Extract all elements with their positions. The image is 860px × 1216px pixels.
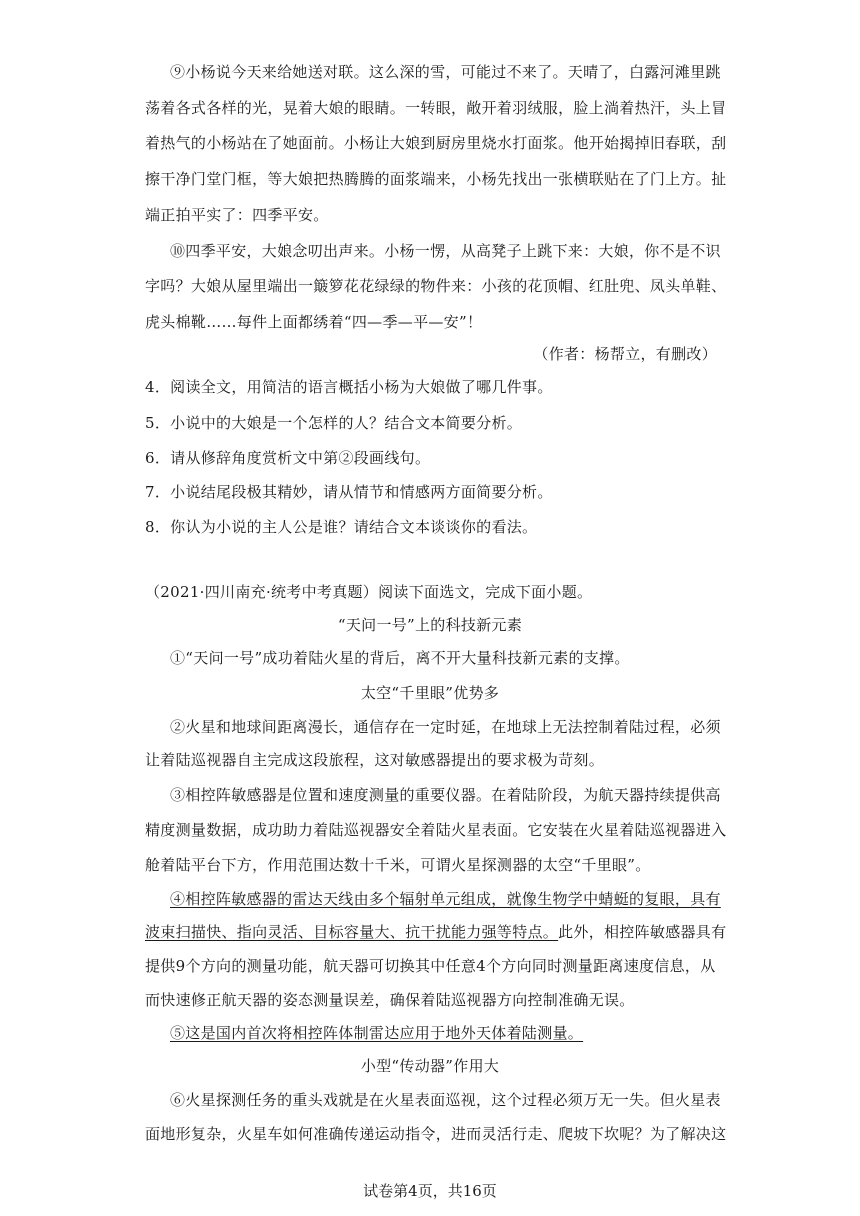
story-p9-line: 荡着各式各样的光，晃着大娘的眼睛。一转眼，敞开着羽绒服，脸上淌着热汗，头上冒 bbox=[145, 99, 727, 117]
article-p3-line: 舱着陆平台下方，作用范围达数十千米，可谓火星探测器的太空“千里眼”。 bbox=[145, 856, 651, 874]
author-note: （作者：杨帮立，有删改） bbox=[533, 345, 717, 363]
story-p10-line: ⑩四季平安，大娘念叨出声来。小杨一愣，从高凳子上跳下来：大娘，你不是不识 bbox=[170, 242, 721, 260]
article-p4-line bbox=[145, 922, 726, 942]
article-p4-plain-span: 此外，相控阵敏感器具有 bbox=[558, 923, 727, 941]
article-p6-line: ⑥火星探测任务的重头戏就是在火星表面巡视，这个过程必须万无一失。但火星表 bbox=[170, 1091, 721, 1109]
article-p4-underlined-span: 波束扫描快、指向灵活、目标容量大、抗干扰能力强等特点。 bbox=[145, 923, 559, 941]
article-subheading-1: 太空“千里眼”优势多 bbox=[360, 684, 500, 702]
story-p9-line: 端正拍平实了：四季平安。 bbox=[145, 206, 329, 224]
article-p5-underlined: ⑤这是国内首次将相控阵体制雷达应用于地外天体着陆测量。 bbox=[170, 1024, 584, 1042]
question-4: 4．阅读全文，用简洁的语言概括小杨为大娘做了哪几件事。 bbox=[145, 378, 553, 396]
article-p4-line: 提供9个方向的测量功能，航天器可切换其中任意4个方向同时测量距离速度信息，从 bbox=[145, 957, 716, 975]
story-p10-line: 虎头棉靴……每件上面都绣着“四—季—平—安”！ bbox=[145, 313, 483, 331]
article-title: “天问一号”上的科技新元素 bbox=[337, 616, 523, 634]
article-p3-line: 精度测量数据，成功助力着陆巡视器安全着陆火星表面。它安装在火星着陆巡视器进入 bbox=[145, 821, 727, 839]
question-7: 7．小说结尾段极其精妙，请从情节和情感两方面简要分析。 bbox=[145, 483, 553, 501]
article-p4-underlined-line: ④相控阵敏感器的雷达天线由多个辐射单元组成，就像生物学中蜻蜓的复眼，具有 bbox=[170, 890, 721, 908]
article-p3-line: ③相控阵敏感器是位置和速度测量的重要仪器。在着陆阶段，为航天器持续提供高 bbox=[170, 786, 721, 804]
question-5: 5．小说中的大娘是一个怎样的人？结合文本简要分析。 bbox=[145, 414, 523, 432]
article-p2-line: ②火星和地球间距离漫长，通信存在一定时延，在地球上无法控制着陆过程，必须 bbox=[170, 718, 721, 736]
page-footer: 试卷第4页，共16页 bbox=[363, 1182, 497, 1200]
question-6: 6．请从修辞角度赏析文中第②段画线句。 bbox=[145, 449, 431, 467]
article-subheading-2: 小型“传动器”作用大 bbox=[360, 1057, 500, 1075]
story-p10-line: 字吗？大娘从屋里端出一簸箩花花绿绿的物件来：小孩的花顶帽、红肚兜、凤头单鞋、 bbox=[145, 277, 727, 295]
article-p6-line: 面地形复杂，火星车如何准确传递运动指令，进而灵活行走、爬坡下坎呢？为了解决这 bbox=[145, 1125, 727, 1143]
question-8: 8．你认为小说的主人公是谁？请结合文本谈谈你的看法。 bbox=[145, 518, 538, 536]
story-p9-line: 着热气的小杨站在了她面前。小杨让大娘到厨房里烧水打面浆。他开始揭掉旧春联，刮 bbox=[145, 134, 727, 152]
article-p1: ①“天问一号”成功着陆火星的背后，离不开大量科技新元素的支撑。 bbox=[170, 649, 630, 667]
story-p9-line: 擦干净门堂门框，等大娘把热腾腾的面浆端来，小杨先找出一张横联贴在了门上方。扯 bbox=[145, 170, 727, 188]
story-p9-line: ⑨小杨说今天来给她送对联。这么深的雪，可能过不来了。天晴了，白露河滩里跳 bbox=[170, 63, 721, 81]
article-source: （2021·四川南充·统考中考真题）阅读下面选文，完成下面小题。 bbox=[145, 583, 593, 601]
article-p4-line: 而快速修正航天器的姿态测量误差，确保着陆巡视器方向控制准确无误。 bbox=[145, 991, 635, 1009]
article-p2-line: 让着陆巡视器自主完成这段旅程，这对敏感器提出的要求极为苛刻。 bbox=[145, 751, 605, 769]
